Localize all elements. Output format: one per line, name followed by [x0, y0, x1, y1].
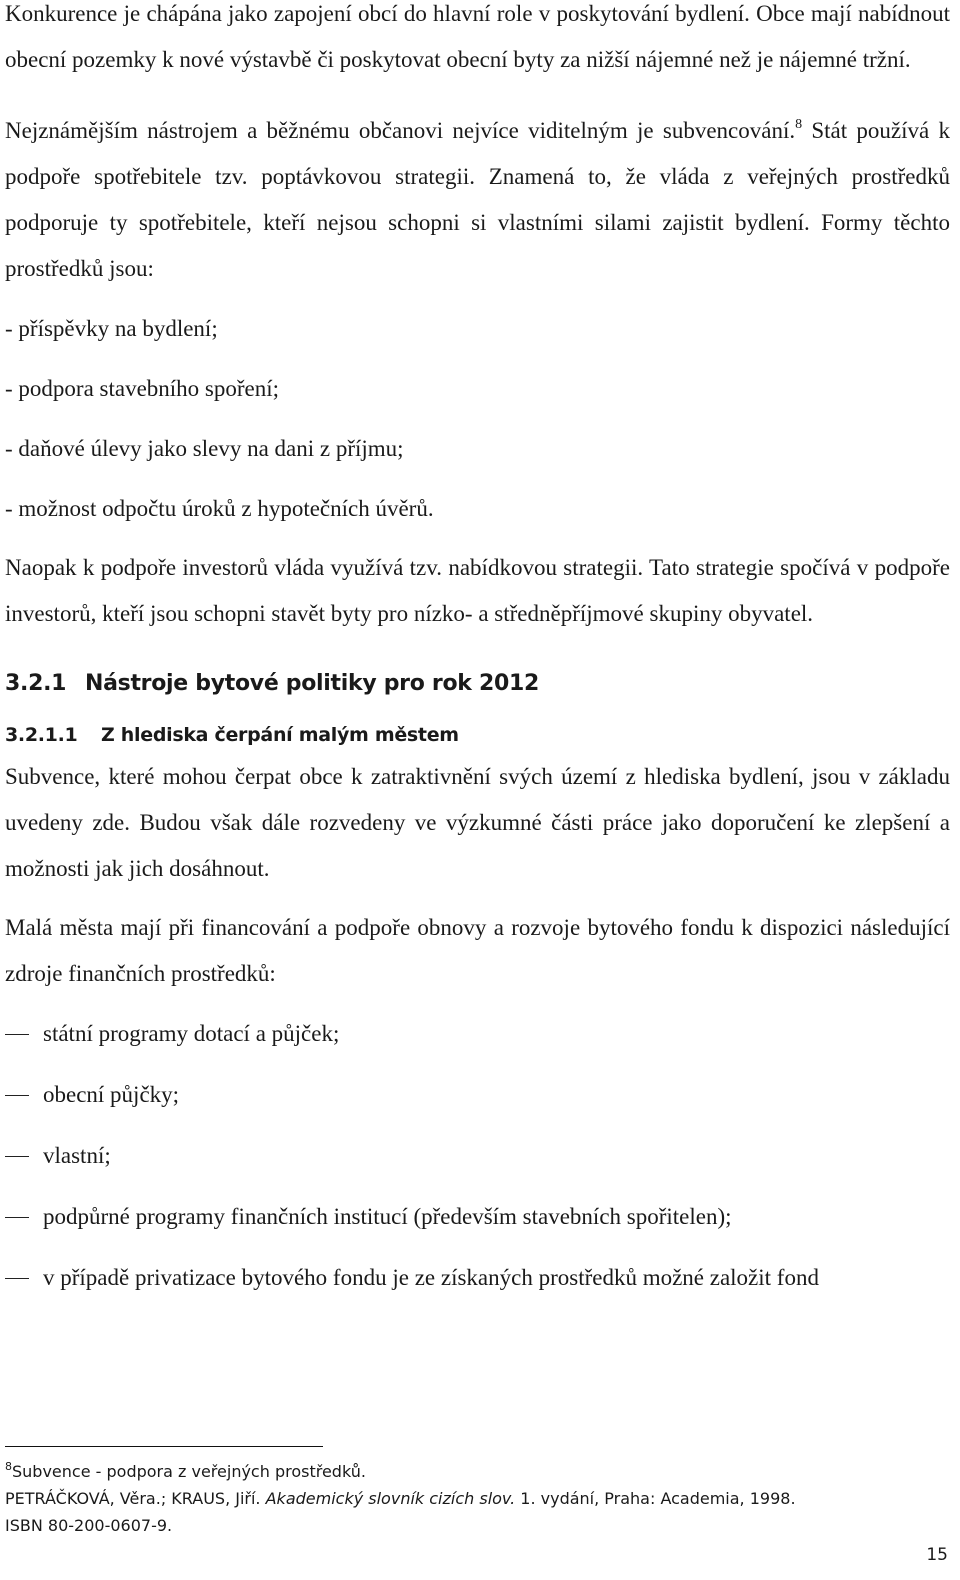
subsection-heading [5, 718, 950, 752]
footnotes [5, 1458, 950, 1539]
list-item: podpůrné programy finančních institucí (především stavebních spořitelen); [5, 1194, 950, 1240]
forms-list-item: - příspěvky na bydlení; [5, 316, 218, 341]
footnote-number: 8 [5, 1460, 12, 1473]
paragraph-subsidies-rest: Stát používá k podpoře spotřebitele tzv. poptávkovou strategii. Znamená to, že vláda z veřejných prostředků podporuje ty spotřebitele, kteří nejsou schopni si vlastními silami zajistit bydlení. Formy těchto prostředků jsou: [5, 118, 950, 281]
forms-list-item: - daňové úlevy jako slevy na dani z příjmu; [5, 436, 404, 461]
forms-list [5, 306, 950, 532]
list-item: obecní půjčky; [5, 1072, 950, 1118]
dash-bullet-icon [5, 1034, 29, 1035]
dash-bullet-icon [5, 1278, 29, 1279]
forms-list-item: - možnost odpočtu úroků z hypotečních úvěrů. [5, 496, 434, 521]
page-body [5, 0, 950, 1316]
section-heading-title: Nástroje bytové politiky pro rok 2012 [85, 671, 539, 696]
paragraph-subsidies-towns: Subvence, které mohou čerpat obce k zatraktivnění svých území z hlediska bydlení, jsou v základu uvedeny zde. Budou však dále rozvedeny ve výzkumné části práce jako doporučení ke zlepšení a možnosti jak jich dosáhnout. [5, 764, 950, 881]
dash-bullet-icon [5, 1156, 29, 1157]
paragraph-subsidies [5, 108, 950, 292]
subsection-heading-number: 3.2.1.1 [5, 724, 78, 746]
page-number: 15 [926, 1545, 948, 1565]
forms-list-item: - podpora stavebního spoření; [5, 376, 280, 401]
list-item: v případě privatizace bytového fondu je ze získaných prostředků možné založit fond [5, 1255, 950, 1301]
section-heading-number: 3.2.1 [5, 671, 67, 696]
footnote-divider [5, 1446, 323, 1447]
list-item: státní programy dotací a půjček; [5, 1011, 950, 1057]
footnote-citation: PETRÁČKOVÁ, Věra.; KRAUS, Jiří. Akademický slovník cizích slov. 1. vydání, Praha: Academia, 1998. [5, 1489, 796, 1508]
subsection-heading-title: Z hlediska čerpání malým městem [101, 724, 459, 746]
section-heading [5, 666, 950, 702]
footnote-isbn: ISBN 80-200-0607-9. [5, 1516, 173, 1535]
paragraph-competition: Konkurence je chápána jako zapojení obcí do hlavní role v poskytování bydlení. Obce mají nabídnout obecní pozemky k nové výstavbě či poskytovat obecní byty za nižší nájemné než je nájemné tržní. [5, 1, 950, 72]
paragraph-supply-strategy: Naopak k podpoře investorů vláda využívá tzv. nabídkovou strategii. Tato strategie spočívá v podpoře investorů, kteří jsou schopni stavět byty pro nízko- a středněpříjmové skupiny obyvatel. [5, 555, 950, 626]
funding-sources-list [5, 1011, 950, 1301]
citation-title: Akademický slovník cizích slov. [265, 1489, 516, 1508]
paragraph-subsidies-start: Nejznámějším nástrojem a běžnému občanovi nejvíce viditelným je subvencování. [5, 118, 796, 143]
footnote-reference[interactable]: 8 [795, 117, 803, 132]
paragraph-small-towns: Malá města mají při financování a podpoře obnovy a rozvoje bytového fondu k dispozici následující zdroje finančních prostředků: [5, 915, 950, 986]
footnote-8: $^8$Subvence - podpora z veřejných prostředků. [5, 1460, 366, 1481]
list-item: vlastní; [5, 1133, 950, 1179]
dash-bullet-icon [5, 1095, 29, 1096]
dash-bullet-icon [5, 1217, 29, 1218]
